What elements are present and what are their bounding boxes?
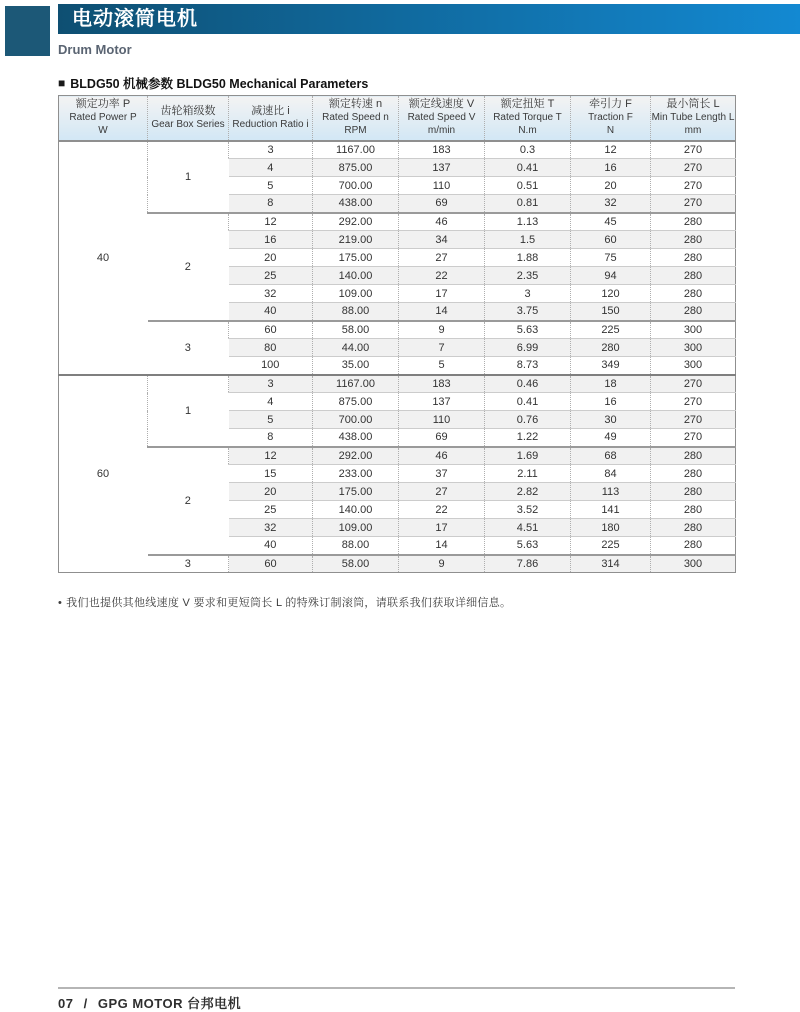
table-cell: 12 [229,447,313,465]
table-cell: 46 [399,447,485,465]
table-cell: 22 [399,267,485,285]
series-cell: 3 [148,555,229,573]
table-cell: 300 [651,555,736,573]
table-cell: 49 [571,429,651,447]
table-cell: 60 [229,555,313,573]
table-cell: 6.99 [485,339,571,357]
table-cell: 45 [571,213,651,231]
table-row [59,375,736,393]
table-cell: 113 [571,483,651,501]
table-cell: 34 [399,231,485,249]
table-cell: 110 [399,177,485,195]
power-cell: 60 [59,375,148,573]
table-cell: 16 [571,393,651,411]
table-cell: 280 [651,303,736,321]
table-cell: 84 [571,465,651,483]
footnote-bullet-icon: • [58,597,63,609]
table-cell: 700.00 [313,177,399,195]
table-cell: 1.69 [485,447,571,465]
table-cell: 3.52 [485,501,571,519]
table-cell: 280 [651,267,736,285]
table-cell: 3 [229,141,313,159]
table-cell: 16 [571,159,651,177]
table-row [59,141,736,159]
table-cell: 1.5 [485,231,571,249]
table-cell: 25 [229,501,313,519]
table-cell: 280 [651,465,736,483]
page-title [58,4,800,34]
table-cell: 875.00 [313,159,399,177]
table-cell: 120 [571,285,651,303]
table-cell: 700.00 [313,411,399,429]
column-header: 额定线速度 V Rated Speed V m/min [399,96,485,141]
section-heading [58,74,368,92]
table-cell: 300 [651,321,736,339]
table-cell: 0.51 [485,177,571,195]
brand-corner-square [5,6,50,56]
table-cell: 1167.00 [313,375,399,393]
table-cell: 150 [571,303,651,321]
table-cell: 60 [229,321,313,339]
table-cell: 32 [229,285,313,303]
table-cell: 37 [399,465,485,483]
table-cell: 300 [651,357,736,375]
table-body [59,141,736,573]
table-cell: 58.00 [313,321,399,339]
table-cell: 2.82 [485,483,571,501]
table-cell: 7 [399,339,485,357]
table-cell: 0.76 [485,411,571,429]
footnote [58,594,748,610]
table-cell: 280 [651,231,736,249]
table-cell: 30 [571,411,651,429]
table-cell: 60 [571,231,651,249]
table-cell: 4.51 [485,519,571,537]
table-cell: 438.00 [313,195,399,213]
table-cell: 280 [651,249,736,267]
series-cell: 2 [148,447,229,555]
table-cell: 46 [399,213,485,231]
table-cell: 7.86 [485,555,571,573]
page-title-text: 电动滚筒电机 [72,8,198,30]
table-cell: 1.13 [485,213,571,231]
table-cell: 270 [651,159,736,177]
table-cell: 9 [399,555,485,573]
table-cell: 0.41 [485,393,571,411]
parameters-table-wrap [58,95,735,573]
table-cell: 32 [229,519,313,537]
table-cell: 8 [229,429,313,447]
table-cell: 20 [229,483,313,501]
table-cell: 109.00 [313,285,399,303]
table-cell: 12 [229,213,313,231]
table-cell: 69 [399,429,485,447]
table-cell: 5 [229,411,313,429]
table-cell: 233.00 [313,465,399,483]
table-cell: 68 [571,447,651,465]
table-cell: 5 [399,357,485,375]
table-cell: 140.00 [313,267,399,285]
table-cell: 14 [399,537,485,555]
section-heading-text: BLDG50 机械参数 BLDG50 Mechanical Parameters [70,77,369,91]
table-cell: 0.81 [485,195,571,213]
table-cell: 22 [399,501,485,519]
table-head [59,96,736,141]
table-cell: 270 [651,411,736,429]
table-cell: 270 [651,393,736,411]
table-cell: 27 [399,483,485,501]
table-cell: 100 [229,357,313,375]
table-cell: 25 [229,267,313,285]
series-cell: 2 [148,213,229,321]
table-cell: 314 [571,555,651,573]
table-cell: 109.00 [313,519,399,537]
table-cell: 0.41 [485,159,571,177]
table-cell: 225 [571,321,651,339]
table-cell: 35.00 [313,357,399,375]
table-cell: 2.35 [485,267,571,285]
table-head-row [59,96,736,141]
table-cell: 292.00 [313,447,399,465]
series-cell: 1 [148,375,229,447]
table-cell: 137 [399,393,485,411]
footer-page-number: 07 [58,996,74,1011]
table-cell: 4 [229,159,313,177]
table-cell: 0.3 [485,141,571,159]
table-cell: 0.46 [485,375,571,393]
table-cell: 280 [651,213,736,231]
table-cell: 141 [571,501,651,519]
table-cell: 80 [229,339,313,357]
table-cell: 94 [571,267,651,285]
table-cell: 270 [651,177,736,195]
table-cell: 219.00 [313,231,399,249]
footnote-text: 我们也提供其他线速度 V 要求和更短筒长 L 的特殊订制滚筒，请联系我们获取详细信息。 [66,597,512,609]
table-cell: 9 [399,321,485,339]
table-cell: 69 [399,195,485,213]
table-cell: 875.00 [313,393,399,411]
table-cell: 175.00 [313,483,399,501]
power-cell: 40 [59,141,148,375]
table-cell: 270 [651,375,736,393]
table-cell: 280 [651,483,736,501]
column-header: 额定转速 n Rated Speed n RPM [313,96,399,141]
table-cell: 438.00 [313,429,399,447]
series-cell: 3 [148,321,229,375]
page-subtitle: Drum Motor [58,42,132,57]
table-cell: 225 [571,537,651,555]
table-cell: 40 [229,537,313,555]
column-header: 额定扭矩 T Rated Torque T N.m [485,96,571,141]
table-cell: 88.00 [313,537,399,555]
table-cell: 5.63 [485,537,571,555]
table-cell: 110 [399,411,485,429]
table-cell: 4 [229,393,313,411]
section-marker-icon: ■ [58,76,66,90]
table-cell: 75 [571,249,651,267]
table-cell: 14 [399,303,485,321]
column-header: 额定功率 P Rated Power P W [59,96,148,141]
table-cell: 20 [571,177,651,195]
table-cell: 20 [229,249,313,267]
table-cell: 17 [399,519,485,537]
series-cell: 1 [148,141,229,213]
table-cell: 58.00 [313,555,399,573]
table-cell: 15 [229,465,313,483]
table-cell: 280 [651,537,736,555]
table-row [59,447,736,465]
table-cell: 5.63 [485,321,571,339]
table-cell: 1.88 [485,249,571,267]
table-cell: 280 [571,339,651,357]
table-cell: 349 [571,357,651,375]
column-header: 最小筒长 L Min Tube Length L mm [651,96,736,141]
table-row [59,321,736,339]
table-cell: 183 [399,375,485,393]
table-cell: 12 [571,141,651,159]
table-cell: 1.22 [485,429,571,447]
table-cell: 3 [485,285,571,303]
table-row [59,555,736,573]
table-cell: 3 [229,375,313,393]
table-cell: 137 [399,159,485,177]
table-cell: 175.00 [313,249,399,267]
table-cell: 16 [229,231,313,249]
table-cell: 8.73 [485,357,571,375]
table-cell: 17 [399,285,485,303]
table-cell: 40 [229,303,313,321]
table-cell: 280 [651,519,736,537]
table-cell: 180 [571,519,651,537]
table-cell: 27 [399,249,485,267]
column-header: 减速比 i Reduction Ratio i [229,96,313,141]
table-cell: 3.75 [485,303,571,321]
table-cell: 1167.00 [313,141,399,159]
footer-separator: / [83,996,88,1011]
footer-divider [58,987,735,989]
table-cell: 270 [651,195,736,213]
table-cell: 18 [571,375,651,393]
table-cell: 32 [571,195,651,213]
table-cell: 300 [651,339,736,357]
table-cell: 270 [651,429,736,447]
table-cell: 5 [229,177,313,195]
table-cell: 280 [651,501,736,519]
column-header: 齿轮箱级数 Gear Box Series [148,96,229,141]
column-header: 牵引力 F Traction F N [571,96,651,141]
footer-brand: GPG MOTOR 台邦电机 [97,996,242,1011]
table-cell: 8 [229,195,313,213]
table-cell: 292.00 [313,213,399,231]
table-cell: 280 [651,285,736,303]
table-cell: 183 [399,141,485,159]
table-row [59,213,736,231]
parameters-table [58,95,736,573]
table-cell: 280 [651,447,736,465]
table-cell: 140.00 [313,501,399,519]
table-cell: 270 [651,141,736,159]
table-cell: 88.00 [313,303,399,321]
table-cell: 44.00 [313,339,399,357]
footer [58,993,241,1012]
table-cell: 2.11 [485,465,571,483]
